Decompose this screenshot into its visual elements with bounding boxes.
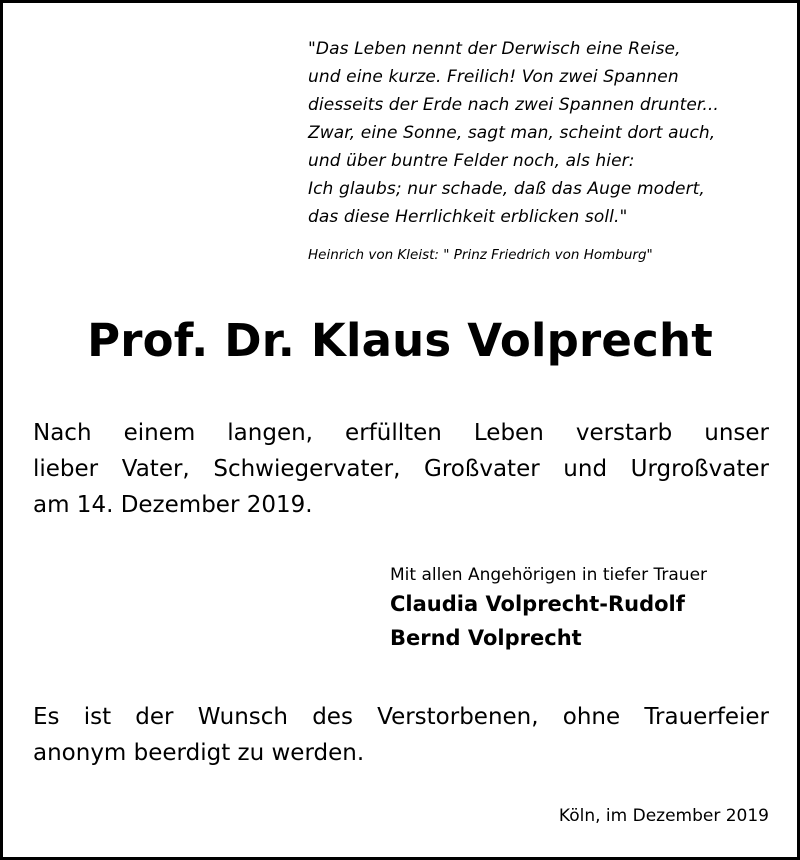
place-and-date: Köln, im Dezember 2019 [558,806,769,826]
signature-intro: Mit allen Angehörigen in tiefer Trauer [390,565,708,585]
quote-line: das diese Herrlichkeit erblicken soll." [308,207,628,227]
quote-line: "Das Leben nennt der Derwisch eine Reise, [308,39,681,59]
funeral-wish [33,699,769,771]
wish-line: Es ist der Wunsch des Verstorbenen, ohne Trauerfeier [33,704,769,730]
announcement-line: am 14. Dezember 2019. [33,492,313,518]
deceased-name: Prof. Dr. Klaus Volprecht [87,314,713,367]
quote-line: und über buntre Felder noch, als hier: [308,151,635,171]
quote-attribution: Heinrich von Kleist: " Prinz Friedrich von Homburg" [308,247,653,263]
death-announcement [33,415,769,523]
quote-line: diesseits der Erde nach zwei Spannen drunter... [308,95,719,115]
mourner-name: Bernd Volprecht [390,626,582,650]
mourners-signature [390,563,707,655]
quote-line: Ich glaubs; nur schade, daß das Auge modert, [308,179,705,199]
wish-line: anonym beerdigt zu werden. [33,740,365,766]
announcement-line: Nach einem langen, erfüllten Leben verstarb unser [33,420,769,446]
epigraph-quote [308,35,788,231]
announcement-line: lieber Vater, Schwiegervater, Großvater und Urgroßvater [33,456,769,482]
quote-line: Zwar, eine Sonne, sagt man, scheint dort auch, [308,123,716,143]
mourner-name: Claudia Volprecht-Rudolf [390,592,685,616]
quote-line: und eine kurze. Freilich! Von zwei Spannen [308,67,679,87]
